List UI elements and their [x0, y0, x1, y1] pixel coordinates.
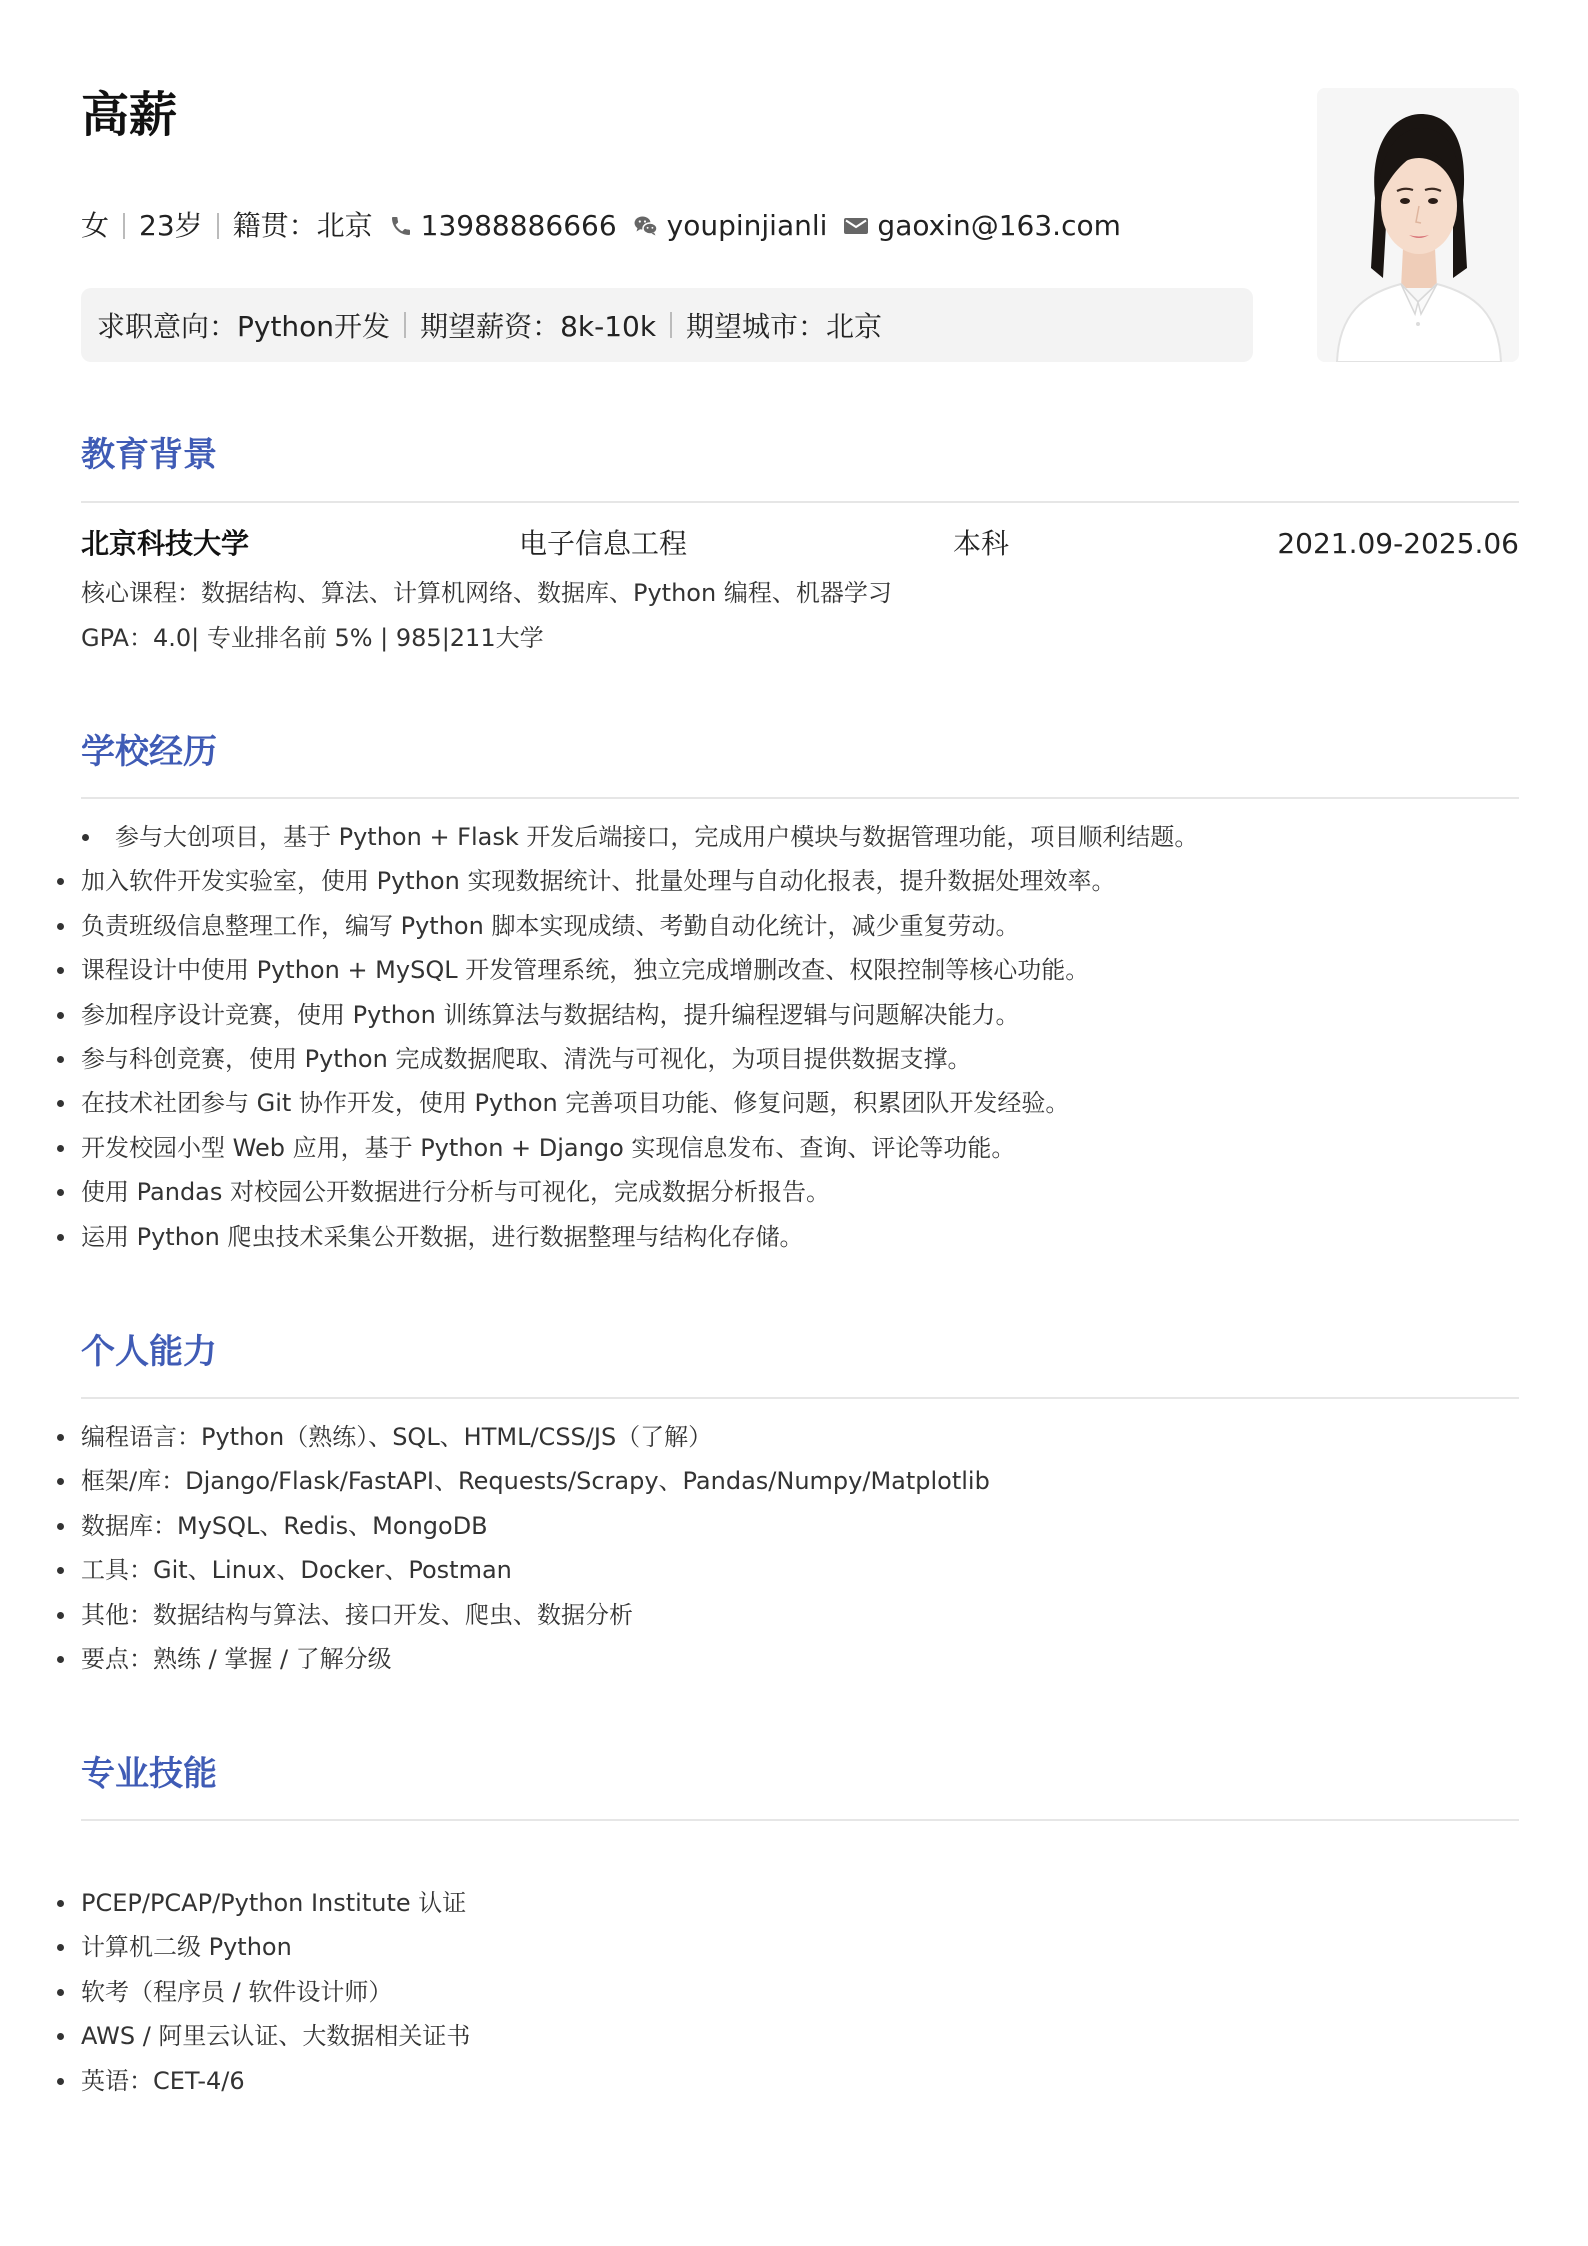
gpa-ranking: GPA：4.0| 专业排名前 5% | 985|211大学	[81, 624, 544, 652]
candidate-name: 高薪	[81, 87, 178, 143]
section-divider	[81, 797, 1519, 799]
age: 23岁	[139, 209, 203, 242]
education-date: 2021.09-2025.06	[1277, 527, 1519, 560]
wechat-contact[interactable]	[633, 206, 828, 246]
wechat-icon	[633, 214, 659, 238]
major: 电子信息工程	[519, 527, 688, 560]
skills-title: 专业技能	[81, 1754, 217, 1794]
list-item: 工具：Git、Linux、Docker、Postman	[81, 1548, 990, 1592]
list-item: 负责班级信息整理工作，编写 Python 脚本实现成绩、考勤自动化统计，减少重复劳动。	[81, 904, 1198, 948]
school-experience-title: 学校经历	[81, 732, 217, 772]
list-item: 数据库：MySQL、Redis、MongoDB	[81, 1504, 990, 1548]
education-title: 教育背景	[81, 435, 217, 475]
list-item: 计算机二级 Python	[81, 1925, 470, 1969]
intent-salary: 期望薪资：8k-10k	[420, 310, 657, 343]
separator	[217, 213, 219, 239]
list-item: 课程设计中使用 Python + MySQL 开发管理系统，独立完成增删改查、权限控制等核心功能。	[81, 948, 1198, 992]
separator	[670, 312, 672, 338]
email-icon	[843, 215, 869, 237]
phone-icon	[389, 214, 413, 238]
wechat-id: youpinjianli	[666, 209, 828, 242]
list-item: 参与科创竞赛，使用 Python 完成数据爬取、清洗与可视化，为项目提供数据支撑。	[81, 1037, 1198, 1081]
list-item: 在技术社团参与 Git 协作开发，使用 Python 完善项目功能、修复问题，积累团队开发经验。	[81, 1081, 1198, 1125]
intent-city: 期望城市：北京	[686, 310, 883, 343]
list-item: 参加程序设计竞赛，使用 Python 训练算法与数据结构，提升编程逻辑与问题解决能力。	[81, 993, 1198, 1037]
list-item: PCEP/PCAP/Python Institute 认证	[81, 1881, 470, 1925]
list-item: 其他：数据结构与算法、接口开发、爬虫、数据分析	[81, 1593, 990, 1637]
list-item: 框架/库：Django/Flask/FastAPI、Requests/Scrapy、Pandas/Numpy/Matplotlib	[81, 1459, 990, 1503]
list-item: AWS / 阿里云认证、大数据相关证书	[81, 2014, 470, 2058]
school-name: 北京科技大学	[81, 527, 250, 560]
list-item: 参与大创项目，基于 Python + Flask 开发后端接口，完成用户模块与数据管理功能，项目顺利结题。	[81, 815, 1198, 859]
profile-photo	[1317, 88, 1519, 362]
intent-position: 求职意向：Python开发	[97, 310, 391, 343]
list-item: 运用 Python 爬虫技术采集公开数据，进行数据整理与结构化存储。	[81, 1215, 1198, 1259]
avatar-illustration	[1317, 88, 1519, 362]
separator	[404, 312, 406, 338]
basic-info-row	[81, 206, 1121, 246]
abilities-title: 个人能力	[81, 1332, 217, 1372]
phone-contact[interactable]	[389, 206, 617, 246]
degree: 本科	[953, 527, 1010, 560]
list-item: 使用 Pandas 对校园公开数据进行分析与可视化，完成数据分析报告。	[81, 1170, 1198, 1214]
list-item: 加入软件开发实验室，使用 Python 实现数据统计、批量处理与自动化报表，提升数据处理效率。	[81, 859, 1198, 903]
email-contact[interactable]	[843, 206, 1120, 246]
education-row	[81, 524, 1519, 564]
job-intent-box	[81, 288, 1253, 362]
hometown: 籍贯：北京	[232, 209, 373, 242]
list-item: 要点：熟练 / 掌握 / 了解分级	[81, 1637, 990, 1681]
core-courses: 核心课程：数据结构、算法、计算机网络、数据库、Python 编程、机器学习	[81, 579, 892, 607]
phone-number: 13988886666	[420, 209, 617, 242]
list-item: 编程语言：Python（熟练）、SQL、HTML/CSS/JS（了解）	[81, 1415, 990, 1459]
list-item: 开发校园小型 Web 应用，基于 Python + Django 实现信息发布、查询、评论等功能。	[81, 1126, 1198, 1170]
separator	[123, 213, 125, 239]
list-item: 软考（程序员 / 软件设计师）	[81, 1970, 470, 2014]
section-divider	[81, 501, 1519, 503]
list-item: 英语：CET-4/6	[81, 2059, 470, 2103]
school-experience-list	[81, 815, 1198, 1259]
section-divider	[81, 1819, 1519, 1821]
section-divider	[81, 1397, 1519, 1399]
email-address: gaoxin@163.com	[877, 209, 1121, 242]
gender: 女	[81, 209, 110, 242]
skills-list	[81, 1881, 470, 2103]
abilities-list	[81, 1415, 990, 1681]
